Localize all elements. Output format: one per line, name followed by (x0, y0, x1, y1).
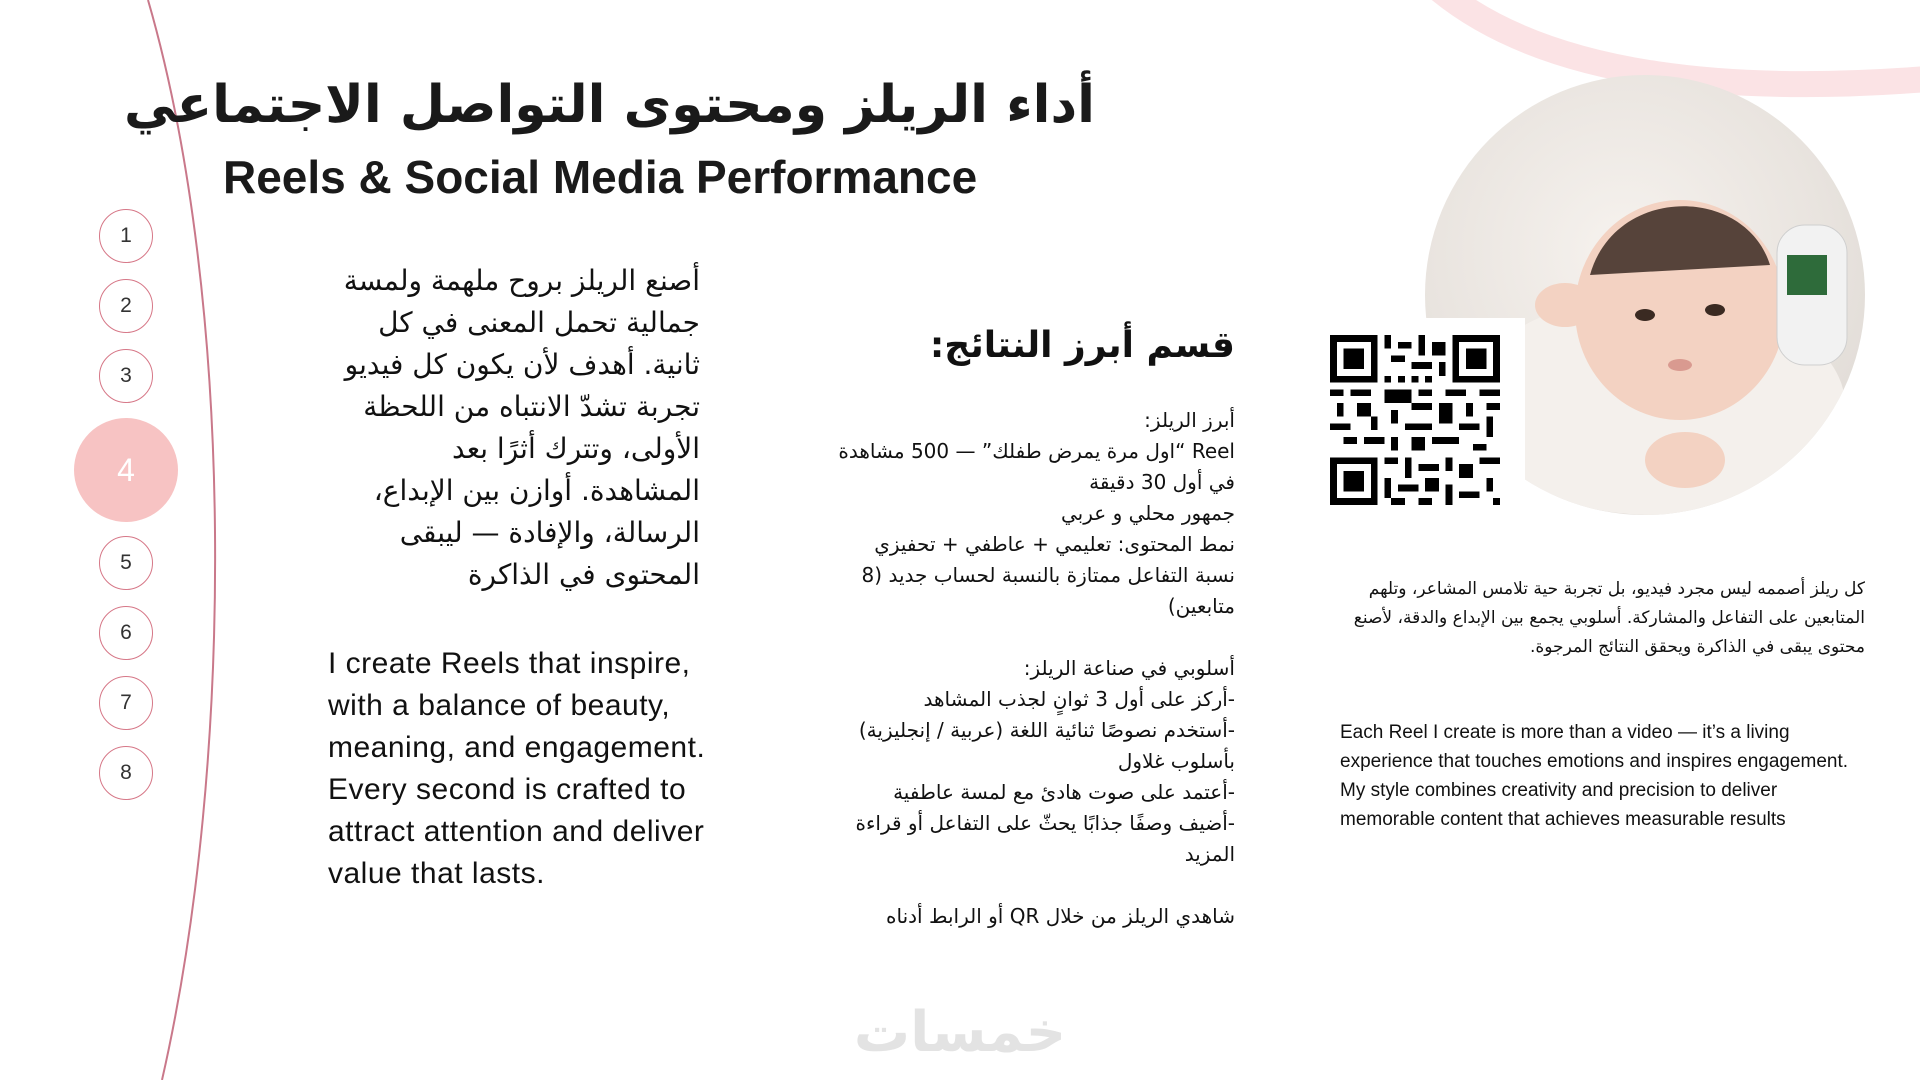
step-7[interactable]: 7 (99, 676, 153, 730)
watermark-logo: خمسات (853, 1000, 1067, 1065)
step-5[interactable]: 5 (99, 536, 153, 590)
results-line: نمط المحتوى: تعليمي + عاطفي + تحفيزي (874, 532, 1235, 556)
qr-code-icon[interactable] (1330, 335, 1500, 505)
results-line: جمهور محلي و عربي (1061, 501, 1235, 525)
summary-text-english: Each Reel I create is more than a video — it’s a living experience that touches emotions and inspires engagement. My style combines creativity and precision to deliver memorable content that achieves measurable results (1340, 722, 1849, 830)
step-1[interactable]: 1 (99, 209, 153, 263)
step-4-active[interactable]: 4 (74, 418, 178, 522)
results-line: في أول 30 دقيقة (1089, 470, 1235, 494)
spacer (780, 622, 1235, 653)
step-2[interactable]: 2 (99, 279, 153, 333)
step-3[interactable]: 3 (99, 349, 153, 403)
results-line: Reel “اول مرة يمرض طفلك” — 500 مشاهدة (838, 439, 1235, 463)
results-line: -أضيف وصفًا جذابًا يحثّ على التفاعل أو قراءة (855, 811, 1235, 835)
step-6[interactable]: 6 (99, 606, 153, 660)
page-title-english: Reels & Social Media Performance (223, 151, 978, 203)
summary-text-arabic: كل ريلز أصممه ليس مجرد فيديو، بل تجربة حية تلامس المشاعر، وتلهم المتابعين على التفاعل والمشاركة. أسلوبي يجمع بين الإبداع والدقة، لأصنع محتوى يبقى في الذاكرة ويحقق النتائج المرجوة. (1353, 579, 1865, 657)
results-line: -أركز على أول 3 ثوانٍ لجذب المشاهد (923, 687, 1235, 711)
results-line: أبرز الريلز: (1144, 408, 1235, 432)
step-8[interactable]: 8 (99, 746, 153, 800)
intro-text-english: I create Reels that inspire, with a balance of beauty, meaning, and engagement. Every second is crafted to attract attention and deliver value that lasts. (328, 647, 706, 890)
spacer (780, 870, 1235, 901)
intro-text-arabic: أصنع الريلز بروح ملهمة ولمسة جمالية تحمل المعنى في كل ثانية. أهدف لأن يكون كل فيديو تجربة تشدّ الانتباه من اللحظة الأولى، وتترك أثرًا بعد المشاهدة. أوازن بين الإبداع، الرسالة، والإفادة — ليبقى المحتوى في الذاكرة (343, 264, 700, 591)
page-title-arabic: أداء الريلز ومحتوى التواصل الاجتماعي (123, 75, 1095, 135)
results-line: أسلوبي في صناعة الريلز: (1023, 656, 1235, 680)
results-line: المزيد (1184, 842, 1235, 866)
results-line: -أستخدم نصوصًا ثنائية اللغة (عربية / إنجليزية) (858, 718, 1235, 742)
results-body (780, 405, 1235, 932)
results-line: بأسلوب غلاول (1117, 749, 1235, 773)
results-heading: قسم أبرز النتائج: (929, 325, 1235, 366)
results-line: شاهدي الريلز من خلال QR أو الرابط أدناه (886, 904, 1235, 928)
results-line: -أعتمد على صوت هادئ مع لمسة عاطفية (893, 780, 1235, 804)
results-line: متابعين) (1167, 594, 1235, 618)
results-line: نسبة التفاعل ممتازة بالنسبة لحساب جديد (8 (861, 563, 1235, 587)
